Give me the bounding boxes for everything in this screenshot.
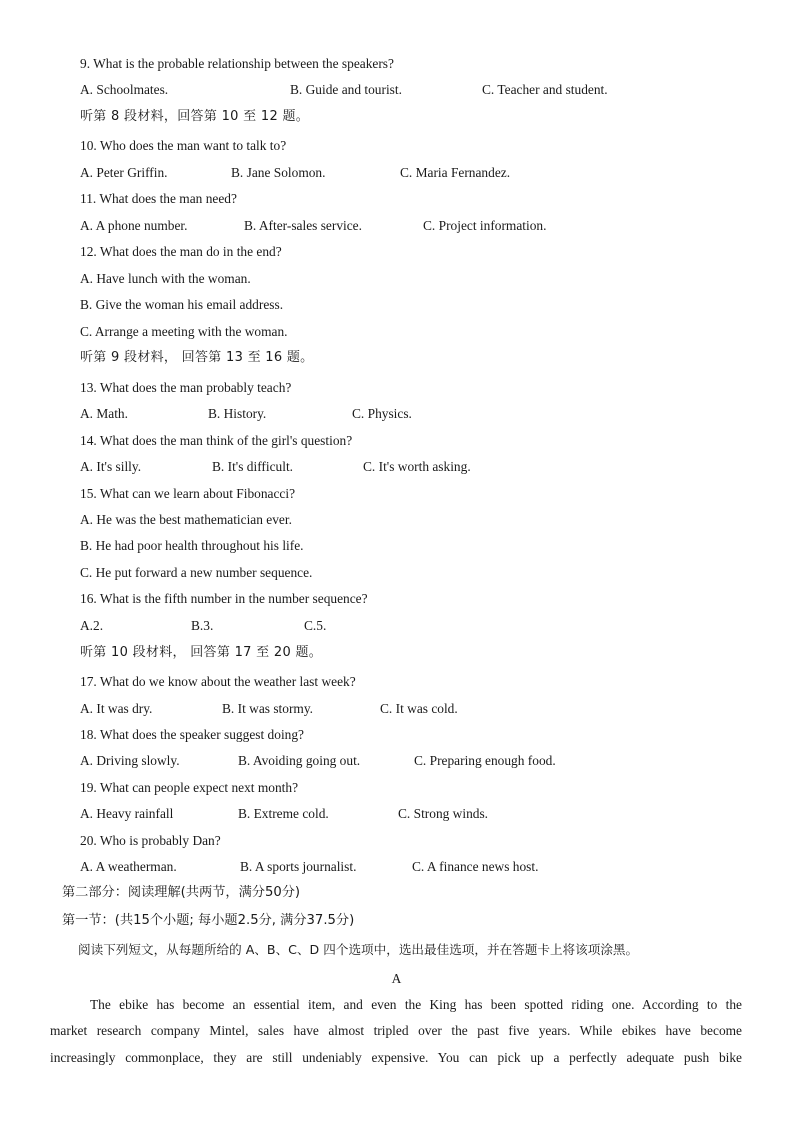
reading-instruction: 阅读下列短文，从每题所给的 A、B、C、D 四个选项中，选出最佳选项，并在答题卡上将该项涂黑。 [78,942,639,957]
passage-line: The ebike has become an essential item, and even the King has been spotted riding one. According to the [90,997,742,1012]
question-12-option-a: A. Have lunch with the woman. [80,271,251,286]
question-16-options [80,617,780,635]
option-b: B. It was stormy. [222,701,314,716]
option-a: A. It was dry. [80,701,153,716]
question-12-option-b: B. Give the woman his email address. [80,297,284,312]
question-10-stem: 10. Who does the man want to talk to? [80,138,287,153]
question-10-options [80,164,780,182]
option-c: C. Maria Fernandez. [400,165,511,180]
section-9-heading: 听第 9 段材料， 回答第 13 至 16 题。 [80,350,314,365]
option-c: C. Physics. [352,406,412,421]
option-b: B. It's difficult. [212,459,294,474]
option-c: C. It was cold. [380,701,458,716]
passage-line: market research company Mintel, sales have almost tripled over the past five years. While ebikes have become [50,1023,742,1038]
question-14-options [80,458,780,476]
option-c: C. Project information. [423,218,547,233]
question-17-stem: 17. What do we know about the weather last week? [80,674,356,689]
question-19-options [80,805,780,823]
option-c: C. Strong winds. [398,806,489,821]
option-a: A. Driving slowly. [80,753,180,768]
question-17-options [80,700,780,718]
passage-label: A [391,971,402,986]
passage-a-cont2 [50,1045,742,1072]
option-c: C. Teacher and student. [482,82,608,97]
option-a: A. Math. [80,406,128,421]
question-18-stem: 18. What does the speaker suggest doing? [80,727,304,742]
question-20-options [80,858,780,876]
option-c: C. It's worth asking. [363,459,471,474]
option-b: B. Extreme cold. [238,806,329,821]
option-b: B. A sports journalist. [240,859,357,874]
question-11-stem: 11. What does the man need? [80,191,237,206]
option-a: A. A phone number. [80,218,188,233]
question-12-stem: 12. What does the man do in the end? [80,244,282,259]
option-c: C.5. [304,618,327,633]
question-9-stem: 9. What is the probable relationship between the speakers? [80,56,394,71]
option-b: B. Guide and tourist. [290,82,402,97]
question-14-stem: 14. What does the man think of the girl's question? [80,433,353,448]
question-11-options [80,217,780,235]
option-a: A. Heavy rainfall [80,806,174,821]
question-13-options [80,405,780,423]
question-13-stem: 13. What does the man probably teach? [80,380,292,395]
question-18-options [80,752,780,770]
passage-line: increasingly commonplace, they are still undeniably expensive. You can pick up a perfectly adequate push bike [50,1050,742,1065]
question-15-option-c: C. He put forward a new number sequence. [80,565,313,580]
option-a: A. Peter Griffin. [80,165,168,180]
question-20-stem: 20. Who is probably Dan? [80,833,221,848]
question-19-stem: 19. What can people expect next month? [80,780,299,795]
question-12-option-c: C. Arrange a meeting with the woman. [80,324,288,339]
section-8-heading: 听第 8 段材料，回答第 10 至 12 题。 [80,109,310,124]
option-c: C. A finance news host. [412,859,539,874]
section-10-heading: 听第 10 段材料， 回答第 17 至 20 题。 [80,645,323,660]
option-b: B. Jane Solomon. [231,165,326,180]
question-16-stem: 16. What is the fifth number in the number sequence? [80,591,368,606]
option-b: B. After-sales service. [244,218,362,233]
question-9-options [80,81,780,99]
passage-a-cont [50,1018,742,1045]
passage-a [50,992,742,1019]
option-a: A. It's silly. [80,459,142,474]
option-b: B. Avoiding going out. [238,753,361,768]
section-1-title: 第一节：(共15个小题; 每小题2.5分, 满分37.5分) [62,913,355,928]
option-a: A. Schoolmates. [80,82,169,97]
option-b: B. History. [208,406,267,421]
option-b: B.3. [191,618,214,633]
question-15-option-a: A. He was the best mathematician ever. [80,512,292,527]
option-a: A. A weatherman. [80,859,177,874]
option-a: A.2. [80,618,104,633]
part-2-title: 第二部分：阅读理解(共两节，满分50分) [62,885,301,900]
option-c: C. Preparing enough food. [414,753,556,768]
question-15-option-b: B. He had poor health throughout his life. [80,538,304,553]
question-15-stem: 15. What can we learn about Fibonacci? [80,486,296,501]
